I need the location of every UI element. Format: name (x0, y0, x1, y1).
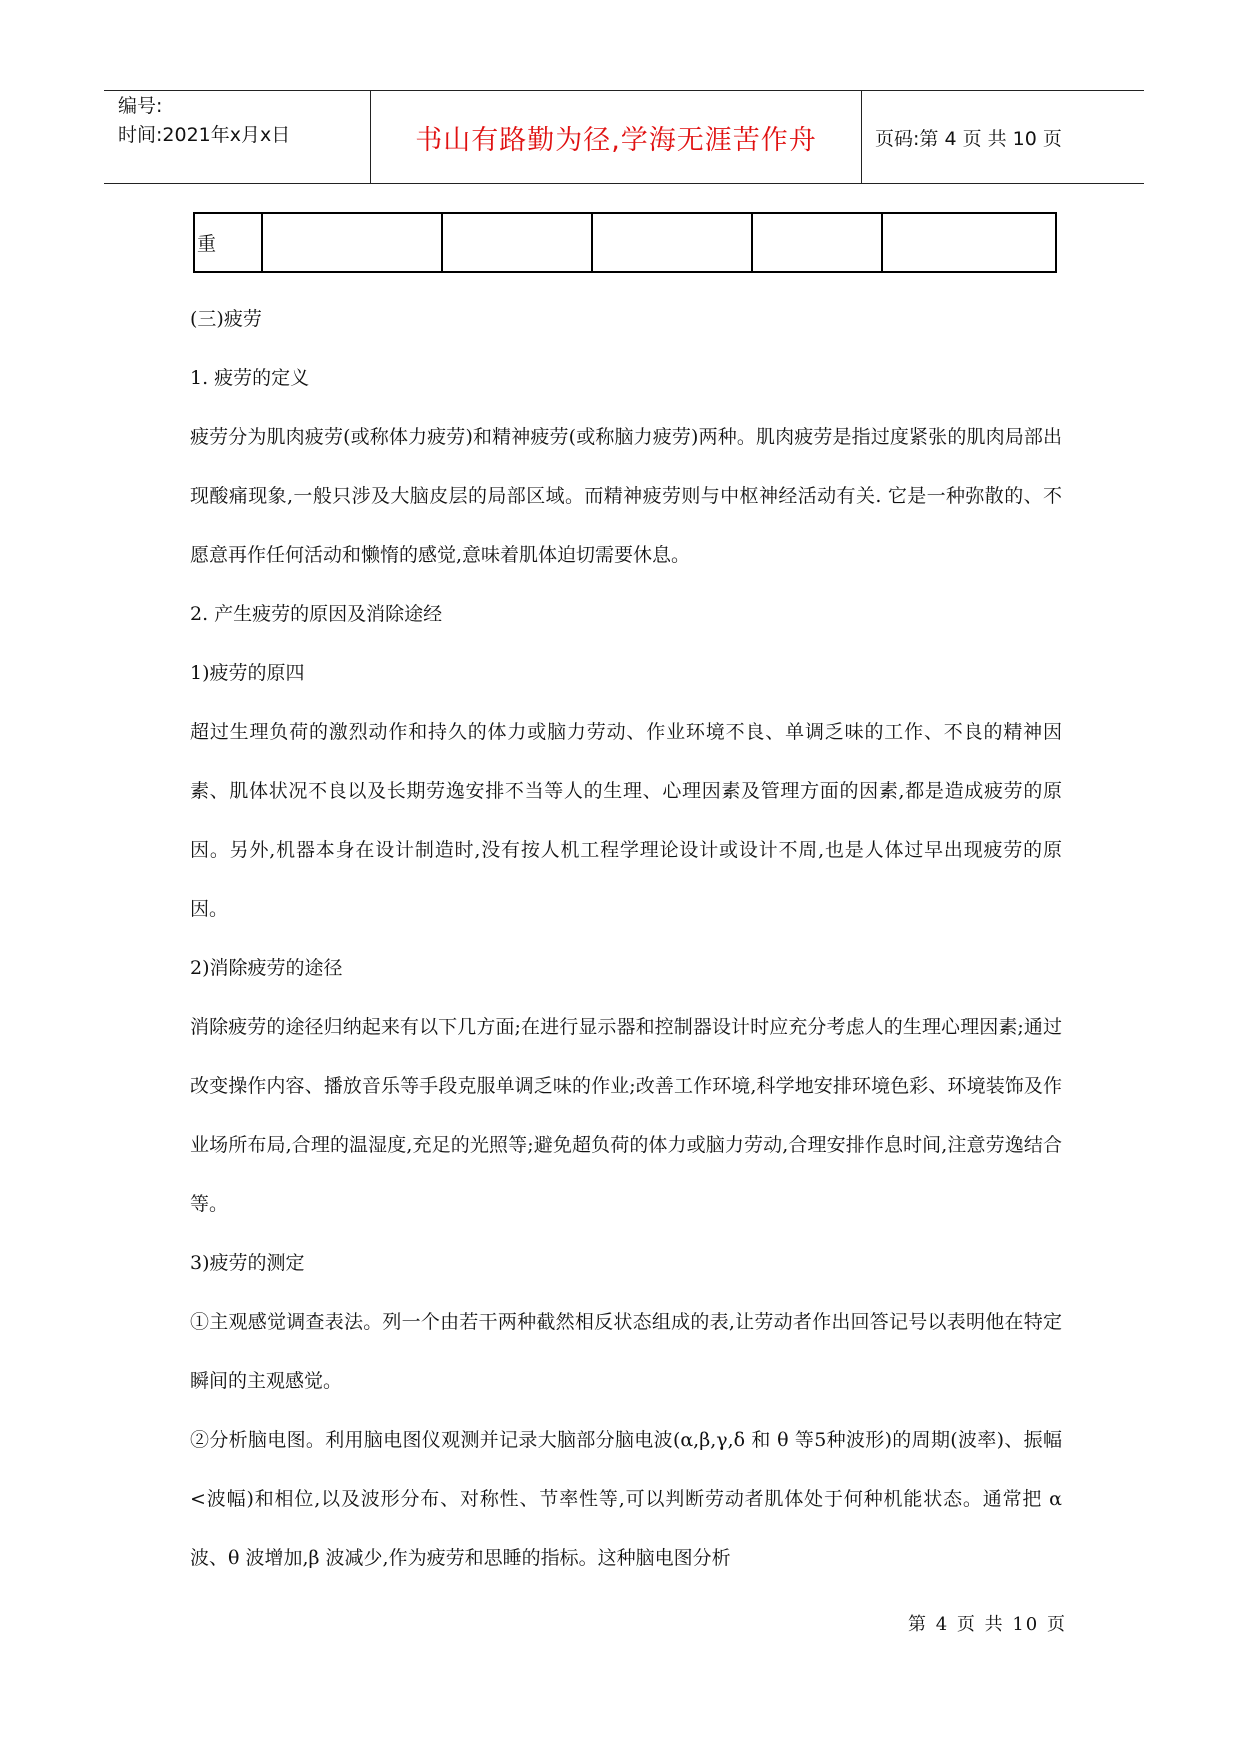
table-fragment (193, 212, 1057, 273)
document-body (190, 290, 1062, 1588)
subheading-definition: 1. 疲劳的定义 (190, 367, 310, 389)
table-cell: 重 (194, 213, 262, 272)
section-heading-fatigue: (三)疲劳 (190, 308, 262, 330)
table-row (194, 213, 1056, 272)
paragraph-causes: 超过生理负荷的激烈动作和持久的体力或脑力劳动、作业环境不良、单调乏味的工作、不良的精神因素、肌体状况不良以及长期劳逸安排不当等人的生理、心理因素及管理方面的因素,都是造成疲劳的原因。另外,机器本身在设计制造时,没有按人机工程学理论设计或设计不周,也是人体过早出现疲劳的原因。 (190, 721, 1062, 920)
subheading-causes: 2. 产生疲劳的原因及消除途经 (190, 603, 443, 625)
paragraph-definition: 疲劳分为肌肉疲劳(或称体力疲劳)和精神疲劳(或称脑力疲劳)两种。肌肉疲劳是指过度紧张的肌肉局部出现酸痛现象,一般只涉及大脑皮层的局部区域。而精神疲劳则与中枢神经活动有关. 它是一种弥散的、不愿意再作任何活动和懒惰的感觉,意味着肌体迫切需要休息。 (190, 426, 1062, 566)
table-cell (752, 213, 882, 272)
header-motto: 书山有路勤为径,学海无涯苦作舟 (415, 124, 817, 156)
paragraph-survey-method: ①主观感觉调查表法。列一个由若干两种截然相反状态组成的表,让劳动者作出回答记号以表明他在特定瞬间的主观感觉。 (190, 1311, 1062, 1392)
subheading-elimination: 2)消除疲劳的途径 (190, 957, 343, 979)
header-meta (118, 92, 290, 150)
header-page-label: 页码:第 4 页 共 10 页 (875, 128, 1062, 150)
table-cell (262, 213, 442, 272)
table-cell (592, 213, 752, 272)
header-divider-right (861, 90, 862, 184)
time-label: 时间:2021年x月x日 (118, 124, 291, 146)
paragraph-eeg-method: ②分析脑电图。利用脑电图仪观测并记录大脑部分脑电波(α,β,γ,δ 和 θ 等5种波形)的周期(波率)、振幅<波幅)和相位,以及波形分布、对称性、节率性等,可以判断劳动者肌体处于何种机能状态。通常把 α 波、θ 波增加,β 波减少,作为疲劳和思睡的指标。这种脑电图分析 (190, 1429, 1062, 1569)
page-footer: 第 4 页 共 10 页 (908, 1614, 1067, 1635)
subheading-measurement: 3)疲劳的测定 (190, 1252, 305, 1274)
paragraph-elimination: 消除疲劳的途径归纳起来有以下几方面;在进行显示器和控制器设计时应充分考虑人的生理心理因素;通过改变操作内容、播放音乐等手段克服单调乏味的作业;改善工作环境,科学地安排环境色彩、环境装饰及作业场所布局,合理的温湿度,充足的光照等;避免超负荷的体力或脑力劳动,合理安排作息时间,注意劳逸结合等。 (190, 1016, 1062, 1215)
subheading-causes-1: 1)疲劳的原四 (190, 662, 305, 684)
table-cell (442, 213, 592, 272)
serial-label: 编号: (118, 95, 163, 117)
table-cell (882, 213, 1056, 272)
